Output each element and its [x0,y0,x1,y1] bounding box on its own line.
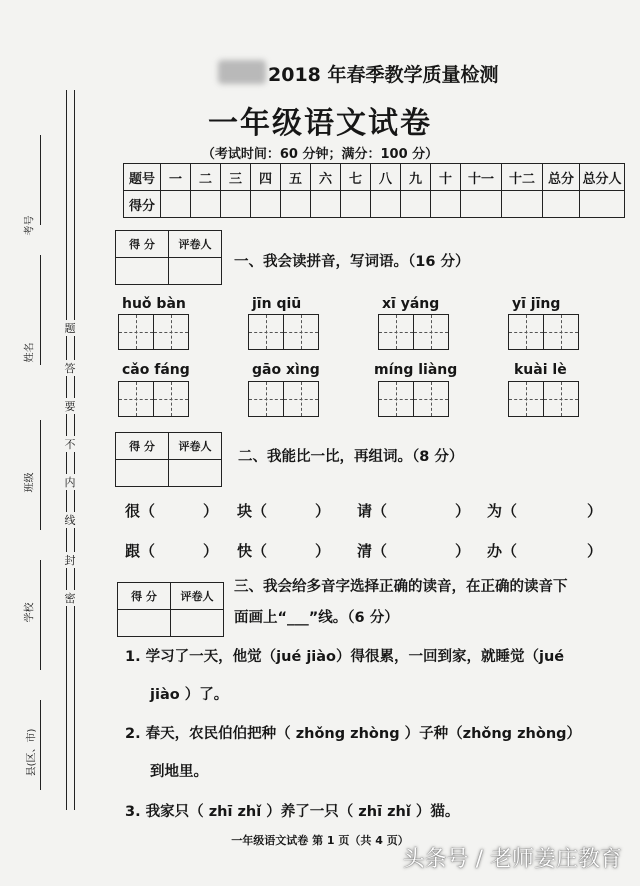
char-prompt: 请（ [357,502,388,520]
margin-field-line-school [40,560,41,670]
seal-char: 不 [64,438,76,451]
score-cell[interactable] [191,191,221,218]
section1-title: 一、我会读拼音，写词语。（16 分） [234,254,470,270]
score-cell[interactable] [311,191,341,218]
grader-name-label: 评卷人 [169,433,222,460]
tianzige-pair[interactable] [508,381,577,417]
question-1-line1: 1. 学习了一天，他觉（jué jiào）得很累，一回到家，就睡觉（jué [125,649,565,665]
char-prompt: 很（ [125,502,156,520]
score-header-cell: 二 [191,164,221,191]
paper-title: 一年级语文试卷 [208,106,432,141]
char-prompt: 清（ [357,542,388,560]
grader-name-label: 评卷人 [169,231,222,258]
pinyin-label: gāo xìng [252,362,320,378]
tianzige-pair[interactable] [378,314,447,350]
score-table-score-row [124,191,625,218]
score-header-cell: 十 [431,164,461,191]
grader-score-cell[interactable] [118,610,171,637]
seal-char: 内 [64,476,76,489]
char-close-paren: ） [587,502,603,520]
grader-score-label: 得 分 [118,583,171,610]
seal-char: 答 [64,362,76,375]
pinyin-label: xī yáng [382,296,440,312]
question-1-line2: jiào ）了。 [150,687,229,703]
tianzige-pair[interactable] [118,381,187,417]
tianzige-pair[interactable] [248,381,317,417]
watermark: 头条号 / 老师姜庄教育 [402,847,622,872]
seal-char: 要 [64,400,76,413]
score-header-cell: 三 [221,164,251,191]
pinyin-label: kuài lè [514,362,567,378]
score-header-cell: 十二 [502,164,543,191]
score-header-cell: 一 [161,164,191,191]
score-cell[interactable] [161,191,191,218]
margin-label-name: 姓名 [24,342,36,363]
margin-field-line-name [40,255,41,365]
score-table-header-row [124,164,625,191]
score-cell[interactable] [371,191,401,218]
margin-label-county: 县(区、市) [26,728,38,777]
exam-info: （考试时间：60 分钟；满分：100 分） [201,147,439,162]
score-cell[interactable] [461,191,502,218]
grader-score-label: 得 分 [116,231,169,258]
pinyin-label: cǎo fáng [122,362,190,378]
section2-title: 二、我能比一比，再组词。（8 分） [238,449,464,465]
section3-title-line2: 面画上“___”线。（6 分） [234,610,399,626]
char-prompt: 快（ [237,542,268,560]
grader-box-section2 [115,432,222,487]
score-header-cell: 八 [371,164,401,191]
char-close-paren: ） [315,502,331,520]
char-prompt: 跟（ [125,542,156,560]
margin-label-school: 学校 [24,602,36,623]
question-2-line1: 2. 春天，农民伯伯把种（ zhǒng zhòng ）子种（zhǒng zhòng） [125,726,582,742]
score-header-cell: 七 [341,164,371,191]
blurred-region-name [218,60,266,84]
question-2-line2: 到地里。 [150,764,208,780]
tianzige-pair[interactable] [378,381,447,417]
grader-score-label: 得 分 [116,433,169,460]
grader-name-cell[interactable] [169,460,222,487]
margin-label-exam-number: 考号 [24,215,36,236]
score-table [123,163,625,218]
char-prompt: 块（ [237,502,268,520]
seal-char: 线 [64,514,76,527]
grader-box-section3 [117,582,224,637]
score-header-cell: 四 [251,164,281,191]
grader-name-label: 评卷人 [171,583,224,610]
margin-field-line-class [40,420,41,530]
score-header-cell: 十一 [461,164,502,191]
score-header-cell: 九 [401,164,431,191]
score-cell[interactable] [251,191,281,218]
margin-label-class: 班级 [24,472,36,493]
score-cell[interactable] [580,191,625,218]
seal-char: 密 [64,592,76,605]
grader-name-cell[interactable] [171,610,224,637]
score-header-cell: 总分 [543,164,580,191]
score-cell[interactable] [543,191,580,218]
pinyin-label: yī jīng [512,296,561,312]
score-header-cell: 总分人 [580,164,625,191]
tianzige-pair[interactable] [118,314,187,350]
char-prompt: 为（ [487,502,518,520]
seal-char: 题 [64,322,76,335]
pinyin-label: huǒ bàn [122,296,186,312]
grader-score-cell[interactable] [116,258,169,285]
char-close-paren: ） [455,542,471,560]
score-cell[interactable] [401,191,431,218]
score-cell[interactable] [431,191,461,218]
char-prompt: 办（ [487,542,518,560]
score-header-cell: 题号 [124,164,161,191]
score-header-cell: 六 [311,164,341,191]
pinyin-label: jīn qiū [252,296,302,312]
char-close-paren: ） [203,502,219,520]
pinyin-label: míng liàng [374,362,458,378]
score-cell[interactable] [502,191,543,218]
score-header-cell: 五 [281,164,311,191]
score-cell[interactable] [281,191,311,218]
section3-title-line1: 三、我会给多音字选择正确的读音，在正确的读音下 [234,579,568,595]
char-close-paren: ） [203,542,219,560]
grader-box-section1 [115,230,222,285]
grader-name-cell[interactable] [169,258,222,285]
char-close-paren: ） [587,542,603,560]
score-cell[interactable] [221,191,251,218]
score-row-label: 得分 [124,191,161,218]
margin-field-line-county [40,700,41,790]
char-close-paren: ） [315,542,331,560]
tianzige-pair[interactable] [508,314,577,350]
exam-title: 2018 年春季教学质量检测 [268,64,499,86]
page-footer: 一年级语文试卷 第 1 页（共 4 页） [231,834,409,847]
grader-score-cell[interactable] [116,460,169,487]
score-cell[interactable] [341,191,371,218]
seal-char: 封 [64,554,76,567]
question-3-line1: 3. 我家只（ zhī zhǐ ）养了一只（ zhī zhǐ ）猫。 [125,804,460,820]
char-close-paren: ） [455,502,471,520]
tianzige-pair[interactable] [248,314,317,350]
